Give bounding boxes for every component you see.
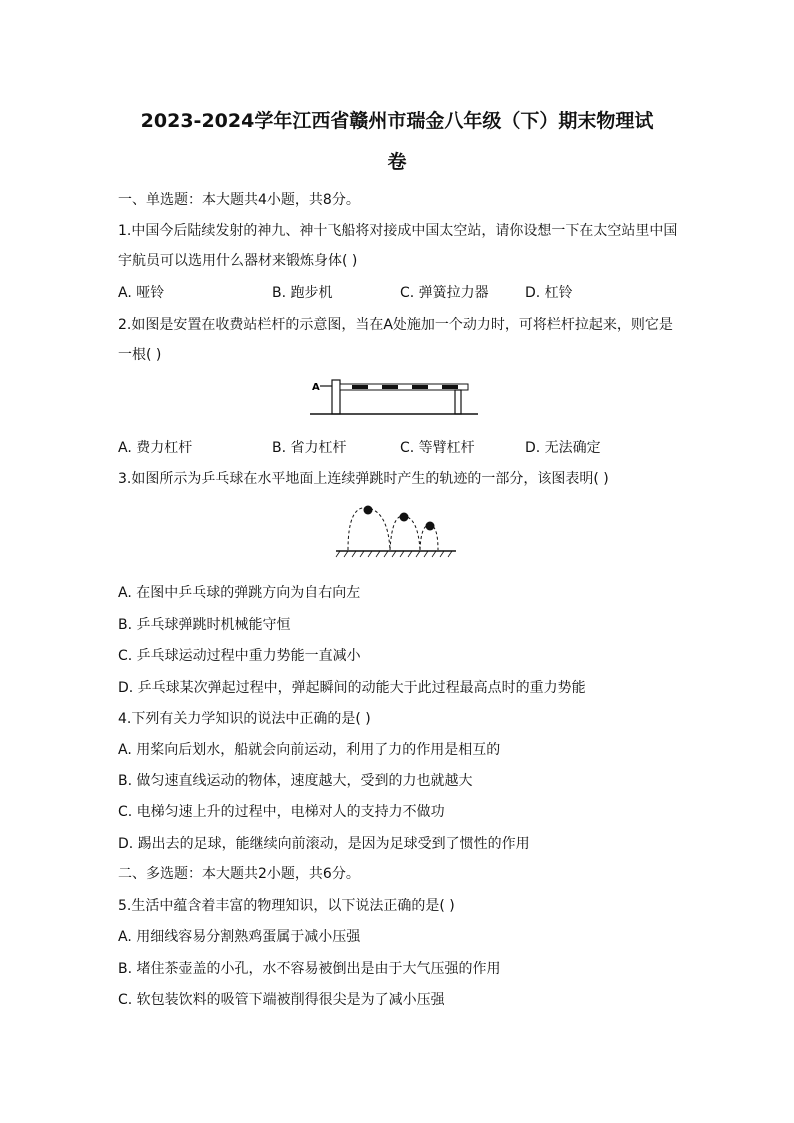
q5-option-a[interactable]: A. 用细线容易分割熟鸡蛋属于减小压强 [118, 929, 361, 945]
q5-option-b[interactable]: B. 堵住茶壶盖的小孔，水不容易被倒出是由于大气压强的作用 [118, 961, 501, 977]
q1-stem-line2: 宇航员可以选用什么器材来锻炼身体( ) [118, 253, 358, 269]
figure-label-a: A [312, 382, 320, 393]
q2-option-a[interactable]: A. 费力杠杆 [118, 440, 193, 456]
q2-stem-line2: 一根( ) [118, 347, 162, 363]
q4-option-a[interactable]: A. 用桨向后划水，船就会向前运动，利用了力的作用是相互的 [118, 742, 501, 758]
q2-option-d[interactable]: D. 无法确定 [525, 440, 601, 456]
toll-gate-barrier-figure [310, 376, 490, 416]
q4-option-b[interactable]: B. 做匀速直线运动的物体，速度越大，受到的力也就越大 [118, 773, 473, 789]
q4-stem-line1: 4.下列有关力学知识的说法中正确的是( ) [118, 711, 371, 727]
section-multiple-choice: 二、多选题：本大题共2小题，共6分。 [118, 866, 360, 882]
q3-option-b[interactable]: B. 乒乓球弹跳时机械能守恒 [118, 617, 291, 633]
q5-stem-line1: 5.生活中蕴含着丰富的物理知识，以下说法正确的是( ) [118, 898, 455, 914]
q3-option-a[interactable]: A. 在图中乒乓球的弹跳方向为自右向左 [118, 585, 361, 601]
q1-stem-line1: 1.中国今后陆续发射的神九、神十飞船将对接成中国太空站，请你设想一下在太空站里中国 [118, 223, 678, 239]
q3-stem-line1: 3.如图所示为乒乓球在水平地面上连续弹跳时产生的轨迹的一部分，该图表明( ) [118, 471, 609, 487]
ping-pong-bounce-trajectory-figure [332, 500, 462, 564]
q1-option-a[interactable]: A. 哑铃 [118, 285, 165, 301]
q5-option-c[interactable]: C. 软包装饮料的吸管下端被削得很尖是为了减小压强 [118, 992, 445, 1008]
q2-stem-line1: 2.如图是安置在收费站栏杆的示意图，当在A处施加一个动力时，可将栏杆拉起来，则它是 [118, 317, 673, 333]
exam-title-line1: 2023-2024学年江西省赣州市瑞金八年级（下）期末物理试 [140, 110, 654, 132]
q2-option-c[interactable]: C. 等臂杠杆 [400, 440, 475, 456]
q3-option-c[interactable]: C. 乒乓球运动过程中重力势能一直减小 [118, 648, 361, 664]
exam-title-line2: 卷 [387, 151, 407, 173]
q1-option-d[interactable]: D. 杠铃 [525, 285, 573, 301]
q2-option-b[interactable]: B. 省力杠杆 [272, 440, 347, 456]
section-single-choice: 一、单选题：本大题共4小题，共8分。 [118, 192, 360, 208]
q1-option-c[interactable]: C. 弹簧拉力器 [400, 285, 489, 301]
q1-option-b[interactable]: B. 跑步机 [272, 285, 333, 301]
q4-option-c[interactable]: C. 电梯匀速上升的过程中，电梯对人的支持力不做功 [118, 804, 445, 820]
q3-option-d[interactable]: D. 乒乓球某次弹起过程中，弹起瞬间的动能大于此过程最高点时的重力势能 [118, 680, 586, 696]
q4-option-d[interactable]: D. 踢出去的足球，能继续向前滚动，是因为足球受到了惯性的作用 [118, 836, 530, 852]
